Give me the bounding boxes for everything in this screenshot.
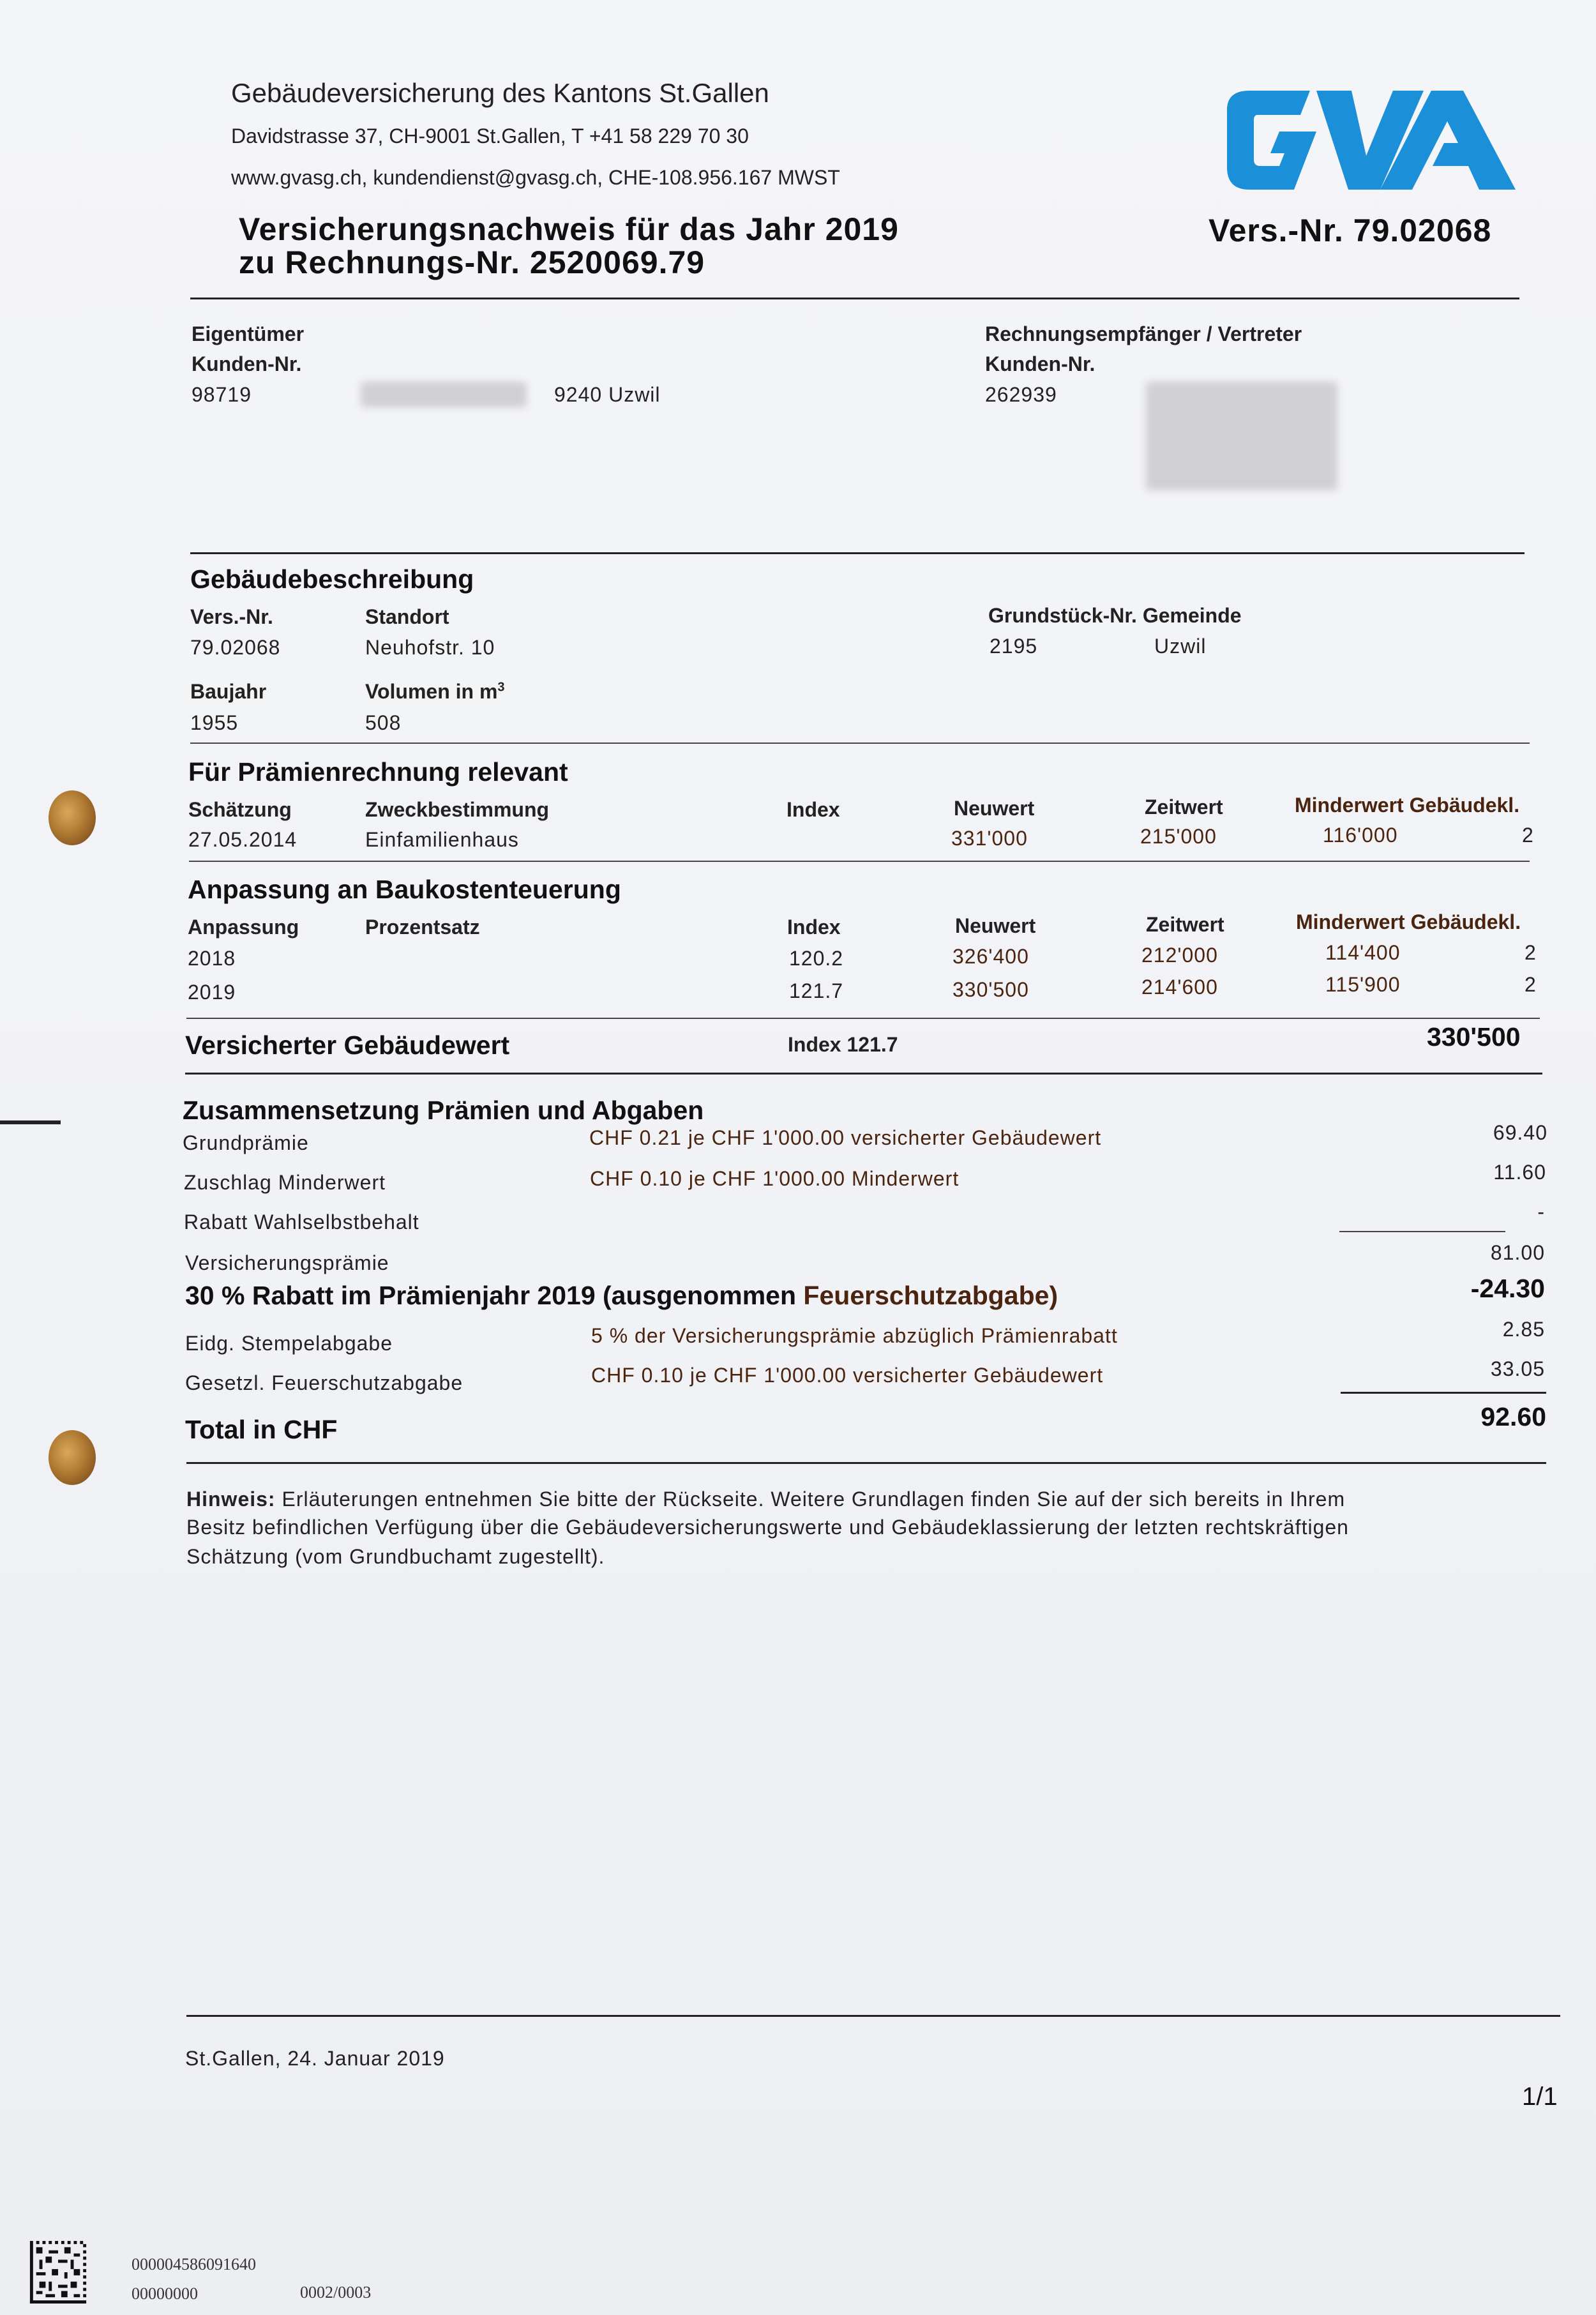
adj-row-2018-new-value: 326'400 <box>952 945 1029 968</box>
adjustment-heading: Anpassung an Baukostenteuerung <box>188 875 621 904</box>
adj-col-new-value-label: Neuwert <box>955 914 1036 937</box>
total-divider <box>186 1462 1546 1464</box>
estimate-time-value: 215'000 <box>1140 825 1217 848</box>
col-purpose-label: Zweckbestimmung <box>365 798 550 821</box>
document-title-line2: zu Rechnungs-Nr. 2520069.79 <box>239 245 705 280</box>
adj-row-2018-depreciation: 114'400 <box>1325 941 1401 964</box>
adj-row-2019-index: 121.7 <box>789 979 844 1002</box>
adj-row-2018-class: 2 <box>1524 941 1537 964</box>
gva-logo <box>1221 84 1518 196</box>
estimate-depreciation: 116'000 <box>1323 824 1398 847</box>
place-date: St.Gallen, 24. Januar 2019 <box>185 2047 445 2070</box>
col-time-value-label: Zeitwert <box>1145 796 1223 818</box>
deductible-discount-label: Rabatt Wahlselbstbehalt <box>184 1210 419 1233</box>
document-code-2: 00000000 <box>132 2284 198 2303</box>
adj-row-2019-new-value: 330'500 <box>952 978 1029 1001</box>
issuer-name: Gebäudeversicherung des Kantons St.Gallen <box>231 78 769 108</box>
note-line3: Schätzung (vom Grundbuchamt zugestellt). <box>186 1545 605 1568</box>
adj-col-index-label: Index <box>787 916 841 939</box>
recipient-address-redacted <box>1146 382 1337 490</box>
surcharge-label: Zuschlag Minderwert <box>184 1171 386 1194</box>
note-line1: Hinweis: Erläuterungen entnehmen Sie bitte der Rückseite. Weitere Grundlagen finden Sie auf der sich bereits in Ihrem <box>186 1488 1346 1511</box>
footer-divider <box>186 2015 1560 2017</box>
estimate-purpose: Einfamilienhaus <box>365 828 519 851</box>
insurance-premium-label: Versicherungsprämie <box>185 1251 389 1274</box>
building-divider <box>190 743 1530 744</box>
col-index-label: Index <box>787 798 840 821</box>
total-label: Total in CHF <box>185 1415 338 1444</box>
adj-col-depreciation-label: Minderwert Gebäudekl. <box>1296 910 1521 933</box>
surcharge-amount: 11.60 <box>1493 1161 1546 1184</box>
total-line <box>1341 1392 1546 1394</box>
punch-hole-bottom <box>49 1430 96 1485</box>
document-title-line1: Versicherungsnachweis für das Jahr 2019 <box>239 211 899 247</box>
estimate-new-value: 331'000 <box>951 827 1028 850</box>
total-amount: 92.60 <box>1480 1402 1546 1431</box>
composition-heading: Zusammensetzung Prämien und Abgaben <box>183 1096 704 1125</box>
adj-row-2019-time-value: 214'600 <box>1141 976 1218 999</box>
building-year-label: Baujahr <box>190 680 267 703</box>
owner-customer-nr-label: Kunden-Nr. <box>192 352 302 375</box>
fire-levy-amount: 33.05 <box>1490 1357 1545 1380</box>
building-vers-nr-label: Vers.-Nr. <box>190 605 273 628</box>
building-volume-label: Volumen in $m^3$ <box>365 680 505 703</box>
subtotal-line <box>1339 1231 1505 1232</box>
discount-line: 30 % Rabatt im Prämienjahr 2019 (ausgenommen Feuerschutzabgabe) <box>185 1281 1058 1310</box>
fire-levy-label: Gesetzl. Feuerschutzabgabe <box>185 1371 463 1394</box>
deductible-discount-amount: - <box>1537 1200 1545 1223</box>
insurance-premium-amount: 81.00 <box>1490 1241 1545 1264</box>
insured-value-index: Index 121.7 <box>788 1033 898 1056</box>
adj-row-2018-time-value: 212'000 <box>1141 944 1218 967</box>
fold-mark <box>0 1120 61 1124</box>
fire-levy-basis: CHF 0.10 je CHF 1'000.00 versicherter Gebäudewert <box>591 1364 1104 1387</box>
surcharge-basis: CHF 0.10 je CHF 1'000.00 Minderwert <box>590 1167 960 1190</box>
premium-relevant-heading: Für Prämienrechnung relevant <box>188 757 568 787</box>
document-code: 000004586091640 <box>132 2255 256 2274</box>
building-volume: 508 <box>365 711 402 734</box>
col-estimate-label: Schätzung <box>188 798 292 821</box>
estimate-date: 27.05.2014 <box>188 828 297 851</box>
note-line2: Besitz befindlichen Verfügung über die Gebäudeversicherungswerte und Gebäudeklassierung der letzten rechtskräftigen <box>186 1516 1349 1539</box>
adj-col-time-value-label: Zeitwert <box>1146 913 1224 936</box>
owner-name-redacted <box>361 382 527 407</box>
discount-amount: -24.30 <box>1470 1274 1545 1303</box>
datamatrix-code <box>29 2241 87 2304</box>
insured-value-label: Versicherter Gebäudewert <box>185 1030 510 1060</box>
building-description-heading: Gebäudebeschreibung <box>190 564 474 594</box>
stamp-duty-label: Eidg. Stempelabgabe <box>185 1332 393 1355</box>
adj-row-2018-index: 120.2 <box>789 947 844 970</box>
building-vers-nr: 79.02068 <box>190 636 281 659</box>
building-location-label: Standort <box>365 605 449 628</box>
insured-value-amount: 330'500 <box>1427 1022 1521 1052</box>
col-new-value-label: Neuwert <box>954 797 1035 820</box>
building-location: Neuhofstr. 10 <box>365 636 495 659</box>
issuer-address: Davidstrasse 37, CH-9001 St.Gallen, T +41 58 229 70 30 <box>231 124 749 147</box>
owner-divider <box>190 552 1524 554</box>
recipient-customer-nr: 262939 <box>985 383 1057 406</box>
issuer-contact: www.gvasg.ch, kundendienst@gvasg.ch, CHE-108.956.167 MWST <box>231 166 840 189</box>
adj-row-2019-class: 2 <box>1524 973 1537 996</box>
sheet-counter: 0002/0003 <box>300 2283 372 2302</box>
building-year: 1955 <box>190 711 239 734</box>
insured-value-divider <box>185 1073 1542 1075</box>
header-divider <box>190 298 1519 299</box>
estimate-building-class: 2 <box>1522 824 1534 847</box>
building-municipality: Uzwil <box>1154 635 1207 658</box>
adj-row-2019-year: 2019 <box>188 981 236 1004</box>
punch-hole-top <box>49 790 96 845</box>
recipient-label: Rechnungsempfänger / Vertreter <box>985 322 1302 345</box>
owner-customer-nr: 98719 <box>192 383 252 406</box>
owner-label: Eigentümer <box>192 322 305 345</box>
base-premium-amount: 69.40 <box>1493 1121 1547 1144</box>
adj-col-year-label: Anpassung <box>188 916 299 939</box>
col-depreciation-label: Minderwert Gebäudekl. <box>1295 794 1520 817</box>
premium-relevant-divider <box>189 861 1530 862</box>
page-number: 1/1 <box>1522 2083 1558 2111</box>
stamp-duty-basis: 5 % der Versicherungsprämie abzüglich Prämienrabatt <box>591 1324 1118 1347</box>
adj-col-percent-label: Prozentsatz <box>365 916 480 939</box>
stamp-duty-amount: 2.85 <box>1502 1318 1545 1341</box>
building-parcel-nr: 2195 <box>990 635 1038 658</box>
adjustment-divider <box>186 1018 1540 1019</box>
base-premium-label: Grundprämie <box>183 1131 309 1154</box>
owner-city: 9240 Uzwil <box>554 383 661 406</box>
adj-row-2018-year: 2018 <box>188 947 236 970</box>
adj-row-2019-depreciation: 115'900 <box>1325 973 1401 996</box>
building-parcel-label: Grundstück-Nr. Gemeinde <box>988 604 1242 627</box>
base-premium-basis: CHF 0.21 je CHF 1'000.00 versicherter Gebäudewert <box>589 1126 1102 1149</box>
recipient-customer-nr-label: Kunden-Nr. <box>985 352 1095 375</box>
policy-number-header: Vers.-Nr. 79.02068 <box>1208 213 1492 248</box>
